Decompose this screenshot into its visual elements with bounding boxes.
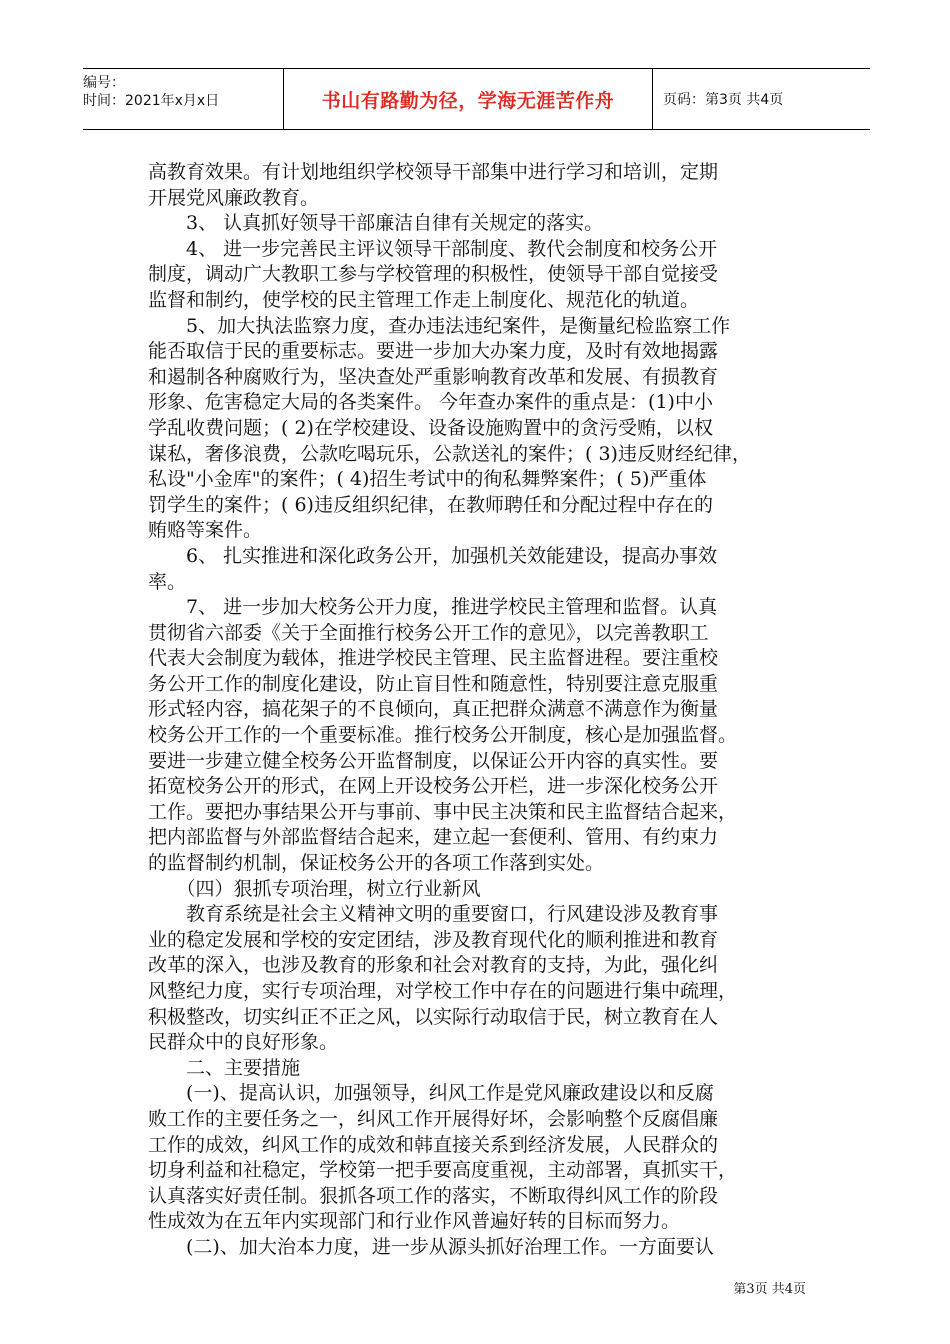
- footer-page-number: 第3页 共4页: [733, 1282, 806, 1297]
- body-line: 的监督制约机制，保证校务公开的各项工作落到实处。: [148, 852, 605, 875]
- header-motto-cell: [283, 69, 653, 129]
- body-line: 形象、危害稳定大局的各类案件。 今年查办案件的重点是：(1)中小: [148, 391, 713, 414]
- body-line: 制度，调动广大教职工参与学校管理的积极性，使领导干部自觉接受: [148, 263, 719, 286]
- body-line: 代表大会制度为载体，推进学校民主管理、民主监督进程。要注重校: [148, 647, 719, 670]
- body-line: 贿赂等案件。: [148, 519, 263, 542]
- body-line: 教育系统是社会主义精神文明的重要窗口，行风建设涉及教育事: [148, 903, 719, 926]
- body-line: 工作。要把办事结果公开与事前、事中民主决策和民主监督结合起来，: [148, 800, 738, 823]
- body-line: 败工作的主要任务之一，纠风工作开展得好坏，会影响整个反腐倡廉: [148, 1107, 719, 1130]
- body-line: 私设"小金库"的案件；( 4)招生考试中的徇私舞弊案件；( 5)严重体: [148, 468, 707, 491]
- body-line: 谋私，奢侈浪费，公款吃喝玩乐，公款送礼的案件；( 3)违反财经纪律，: [148, 442, 751, 465]
- header-page-number: 页码：第3页 共4页: [663, 92, 784, 108]
- body-line: 形式轻内容，搞花架子的不良倾向，真正把群众满意不满意作为衡量: [148, 698, 719, 721]
- body-line: 开展党风廉政教育。: [148, 186, 320, 209]
- body-line: 7、 进一步加大校务公开力度，推进学校民主管理和监督。认真: [148, 596, 718, 619]
- body-line: 能否取信于民的重要标志。要进一步加大办案力度，及时有效地揭露: [148, 340, 719, 363]
- body-line: （四）狠抓专项治理，树立行业新风: [148, 877, 481, 900]
- body-line: 3、 认真抓好领导干部廉洁自律有关规定的落实。: [148, 212, 604, 235]
- document-time-label: 时间：2021年x月x日: [83, 93, 220, 109]
- document-number-label: 编号：: [83, 75, 125, 91]
- body-line: 4、 进一步完善民主评议领导干部制度、教代会制度和校务公开: [148, 237, 718, 260]
- body-line: 切身利益和社稳定，学校第一把手要高度重视，主动部署，真抓实干，: [148, 1159, 738, 1182]
- body-line: 拓宽校务公开的形式，在网上开设校务公开栏，进一步深化校务公开: [148, 775, 719, 798]
- body-line: 监督和制约，使学校的民主管理工作走上制度化、规范化的轨道。: [148, 288, 700, 311]
- body-line: (二)、加大治本力度，进一步从源头抓好治理工作。一方面要认: [148, 1235, 714, 1258]
- body-line: 务公开工作的制度化建设，防止盲目性和随意性，特别要注意克服重: [148, 672, 719, 695]
- body-line: (一)、提高认识，加强领导，纠风工作是党风廉政建设以和反腐: [148, 1082, 714, 1105]
- body-line: 校务公开工作的一个重要标准。推行校务公开制度，核心是加强监督。: [148, 724, 738, 747]
- body-line: 和遏制各种腐败行为，坚决查处严重影响教育改革和发展、有损教育: [148, 365, 719, 388]
- body-line: 工作的成效，纠风工作的成效和韩直接关系到经济发展，人民群众的: [148, 1133, 719, 1156]
- body-line: 贯彻省六部委《关于全面推行校务公开工作的意见》，以完善教职工: [148, 621, 709, 644]
- body-line: 认真落实好责任制。狠抓各项工作的落实，不断取得纠风工作的阶段: [148, 1184, 719, 1207]
- body-line: 性成效为在五年内实现部门和行业作风普遍好转的目标而努力。: [148, 1210, 681, 1233]
- body-line: 民群众中的良好形象。: [148, 1031, 339, 1054]
- body-line: 改革的深入，也涉及教育的形象和社会对教育的支持，为此，强化纠: [148, 954, 719, 977]
- body-line: 把内部监督与外部监督结合起来，建立起一套便利、管用、有约束力: [148, 826, 719, 849]
- body-line: 率。: [148, 570, 187, 593]
- body-line: 业的稳定发展和学校的安定团结，涉及教育现代化的顺利推进和教育: [148, 928, 719, 951]
- body-line: 高教育效果。有计划地组织学校领导干部集中进行学习和培训，定期: [148, 161, 719, 183]
- body-line: 二、主要措施: [148, 1056, 301, 1079]
- header-motto: 书山有路勤为径，学海无涯苦作舟: [321, 89, 615, 112]
- page-header: [83, 68, 870, 130]
- body-line: 罚学生的案件；( 6)违反组织纪律，在教师聘任和分配过程中存在的: [148, 493, 713, 516]
- body-line: 学乱收费问题；( 2)在学校建设、设备设施购置中的贪污受贿，以权: [148, 416, 713, 439]
- document-body: [148, 160, 820, 1261]
- body-line: 5、加大执法监察力度，查办违法违纪案件，是衡量纪检监察工作: [148, 314, 731, 337]
- header-meta: [83, 69, 283, 129]
- body-line: 要进一步建立健全校务公开监督制度，以保证公开内容的真实性。要: [148, 749, 719, 772]
- body-line: 6、 扎实推进和深化政务公开，加强机关效能建设，提高办事效: [148, 544, 718, 567]
- body-line: 风整纪力度，实行专项治理，对学校工作中存在的问题进行集中疏理，: [148, 980, 738, 1002]
- body-line: 积极整改，切实纠正不正之风，以实际行动取信于民，树立教育在人: [148, 1005, 719, 1028]
